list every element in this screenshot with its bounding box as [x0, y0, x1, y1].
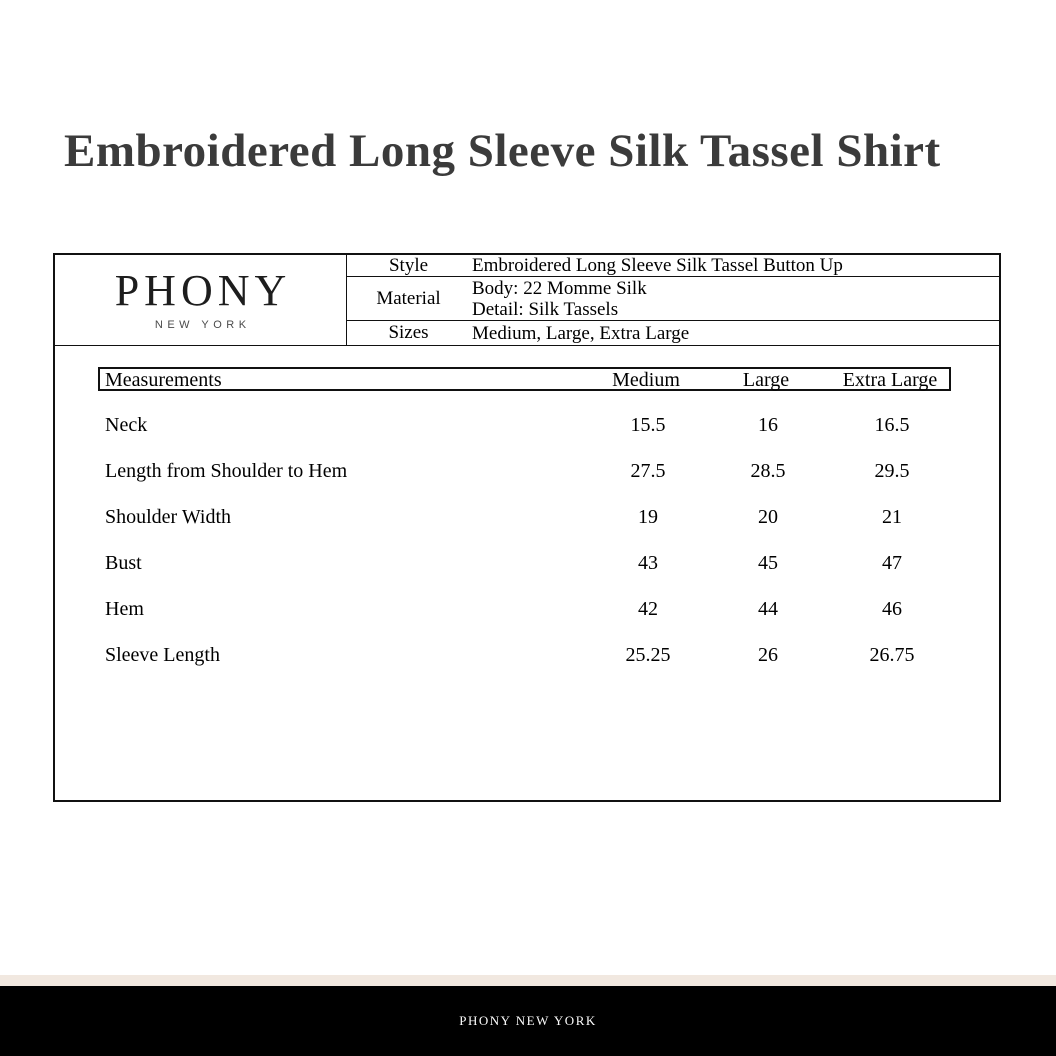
spec-style-value: Embroidered Long Sleeve Silk Tassel Button Up — [472, 255, 843, 276]
measurement-value: 44 — [758, 597, 778, 620]
spec-material-label: Material — [376, 287, 441, 309]
measurement-value: 26 — [758, 643, 778, 666]
row-label: Shoulder Width — [105, 505, 232, 528]
measurement-value: 16.5 — [874, 413, 910, 436]
measurement-value: 26.75 — [869, 643, 915, 666]
spec-style-label: Style — [388, 254, 429, 276]
column-header-large: Large — [742, 369, 790, 391]
accent-strip — [0, 975, 1056, 986]
table-row — [98, 494, 951, 540]
measurements-header-label: Measurements — [105, 369, 222, 391]
measurements-table — [98, 402, 951, 678]
page-title: Embroidered Long Sleeve Silk Tassel Shirt — [64, 125, 941, 177]
measurement-value: 29.5 — [874, 459, 910, 482]
spec-info-table — [347, 255, 999, 345]
measurement-value: 43 — [638, 551, 658, 574]
brand-logo-text: PHONY — [114, 266, 292, 315]
measurement-value: 47 — [882, 551, 902, 574]
footer-brand-text: PHONY NEW YORK — [459, 1013, 597, 1028]
measurement-value: 45 — [758, 551, 778, 574]
table-row — [98, 586, 951, 632]
row-label: Neck — [105, 413, 148, 436]
spec-material-body-line: Body: 22 Momme Silk — [472, 277, 647, 299]
column-header-extra-large: Extra Large — [842, 369, 938, 391]
table-row — [98, 402, 951, 448]
spec-sizes-label: Sizes — [388, 322, 429, 343]
measurement-value: 19 — [638, 505, 658, 528]
spec-material-value — [470, 278, 999, 320]
measurement-value: 42 — [638, 597, 658, 620]
measurement-value: 46 — [882, 597, 902, 620]
spec-material-detail-line: Detail: Silk Tassels — [472, 298, 619, 320]
measurement-value: 16 — [758, 413, 778, 436]
row-label: Sleeve Length — [105, 643, 220, 666]
footer-bar — [0, 986, 1056, 1056]
spec-top-section — [55, 255, 999, 346]
table-row — [98, 540, 951, 586]
measurement-value: 28.5 — [750, 459, 786, 482]
row-label: Bust — [105, 551, 142, 574]
brand-logo-subtext: NEW YORK — [154, 319, 251, 331]
table-row — [98, 448, 951, 494]
spec-row-sizes — [347, 321, 999, 345]
measurements-header-row — [98, 367, 951, 391]
spec-row-material — [347, 277, 999, 321]
column-header-medium: Medium — [612, 369, 680, 391]
row-label: Hem — [105, 597, 144, 620]
measurement-value: 15.5 — [630, 413, 666, 436]
table-row — [98, 632, 951, 678]
brand-logo — [55, 255, 347, 345]
spec-row-style — [347, 255, 999, 277]
size-chart-sheet — [53, 253, 1001, 802]
measurement-value: 21 — [882, 505, 902, 528]
measurement-value: 25.25 — [625, 643, 671, 666]
spec-sizes-value: Medium, Large, Extra Large — [472, 322, 690, 344]
row-label: Length from Shoulder to Hem — [105, 459, 348, 482]
measurement-value: 20 — [758, 505, 778, 528]
measurement-value: 27.5 — [630, 459, 666, 482]
